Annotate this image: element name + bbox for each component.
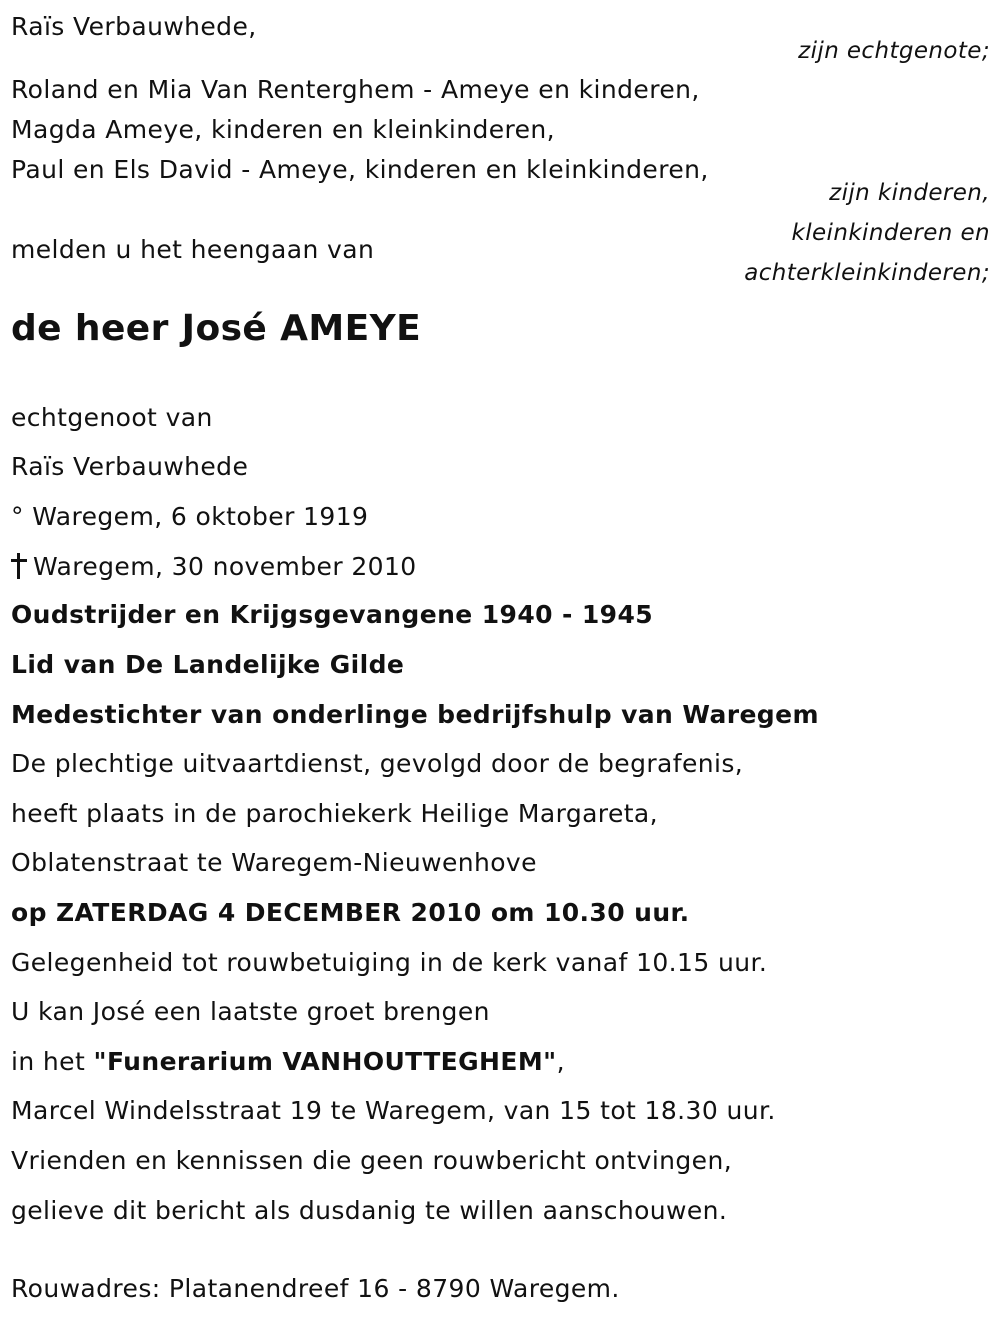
title-line-2: Lid van De Landelijke Gilde bbox=[11, 650, 405, 679]
children-role-line-3: achterkleinkinderen; bbox=[744, 260, 990, 286]
service-line-2: heeft plaats in de parochiekerk Heilige Margareta, bbox=[11, 799, 658, 828]
mourning-address: Rouwadres: Platanendreef 16 - 8790 Waregem. bbox=[11, 1274, 620, 1303]
children-role-line-2: kleinkinderen en bbox=[791, 220, 990, 246]
title-line-1: Oudstrijder en Krijgsgevangene 1940 - 1945 bbox=[11, 600, 654, 629]
service-date: op ZATERDAG 4 DECEMBER 2010 om 10.30 uur. bbox=[11, 898, 690, 927]
announce-text: melden u het heengaan van bbox=[11, 235, 375, 264]
closing-line-1: Vrienden en kennissen die geen rouwbericht ontvingen, bbox=[11, 1146, 733, 1175]
farewell-line: U kan José een laatste groet brengen bbox=[11, 997, 490, 1026]
funeral-home-line bbox=[11, 1049, 565, 1074]
funeral-home-address: Marcel Windelsstraat 19 te Waregem, van 15 tot 18.30 uur. bbox=[11, 1096, 776, 1125]
title-line-3: Medestichter van onderlinge bedrijfshulp van Waregem bbox=[11, 700, 819, 729]
death-text: Waregem, 30 november 2010 bbox=[33, 552, 417, 581]
spouse-of-name: Raïs Verbauwhede bbox=[11, 452, 249, 481]
children-line-2: Magda Ameye, kinderen en kleinkinderen, bbox=[11, 115, 556, 144]
service-line-3: Oblatenstraat te Waregem-Nieuwenhove bbox=[11, 848, 537, 877]
funeral-home-prefix: in het bbox=[11, 1047, 94, 1076]
deceased-name: de heer José AMEYE bbox=[11, 308, 422, 349]
service-line-1: De plechtige uitvaartdienst, gevolgd door de begrafenis, bbox=[11, 749, 744, 778]
spouse-role: zijn echtgenote; bbox=[798, 38, 990, 64]
children-line-1: Roland en Mia Van Renterghem - Ameye en kinderen, bbox=[11, 75, 700, 104]
closing-line-2: gelieve dit bericht als dusdanig te willen aanschouwen. bbox=[11, 1196, 728, 1225]
children-line-3: Paul en Els David - Ameye, kinderen en kleinkinderen, bbox=[11, 155, 709, 184]
cross-icon bbox=[11, 553, 27, 579]
birth-line: ° Waregem, 6 oktober 1919 bbox=[11, 502, 369, 531]
condolence-line: Gelegenheid tot rouwbetuiging in de kerk vanaf 10.15 uur. bbox=[11, 948, 768, 977]
funeral-home-name: "Funerarium VANHOUTTEGHEM" bbox=[93, 1047, 557, 1076]
children-role-line-1: zijn kinderen, bbox=[829, 180, 990, 206]
spouse-of-label: echtgenoot van bbox=[11, 403, 213, 432]
spouse-line: Raïs Verbauwhede, bbox=[11, 12, 257, 41]
funeral-home-suffix: , bbox=[556, 1047, 565, 1076]
death-line bbox=[11, 553, 417, 579]
